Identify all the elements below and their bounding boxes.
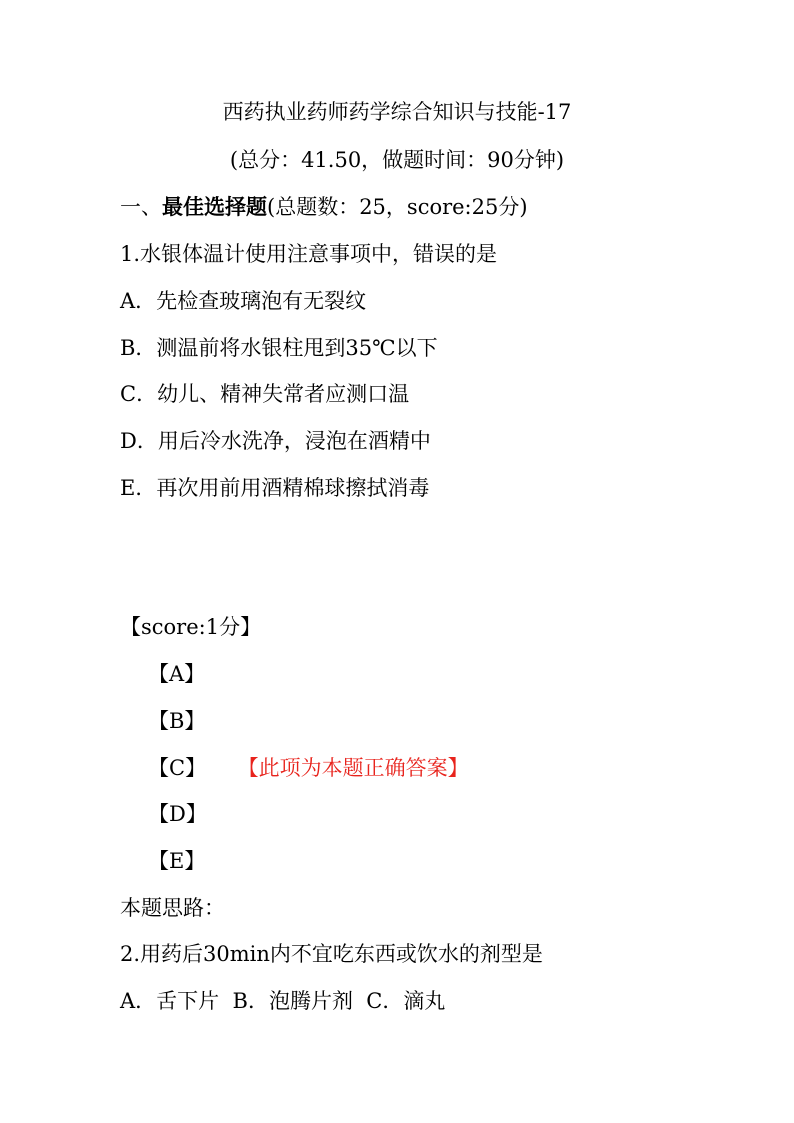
- answer-b: 【B】: [148, 709, 206, 733]
- question-1-option-c: C．幼儿、精神失常者应测口温: [120, 382, 410, 406]
- question-1-option-a: A．先检查玻璃泡有无裂纹: [120, 289, 367, 313]
- document-title: 西药执业药师药学综合知识与技能-17: [222, 100, 572, 124]
- section-name: 最佳选择题: [162, 194, 267, 219]
- document-subtitle: (总分：41.50，做题时间：90分钟): [229, 148, 565, 172]
- section-heading: [120, 193, 528, 221]
- question-1-score: 【score:1分】: [120, 615, 262, 639]
- answer-e: 【E】: [148, 849, 206, 873]
- question-2-options: A．舌下片 B．泡腾片剂 C．滴丸: [120, 989, 446, 1013]
- answer-d: 【D】: [148, 802, 207, 826]
- question-1-option-b: B．测温前将水银柱甩到35℃以下: [120, 336, 438, 360]
- section-prefix: 一、: [120, 195, 162, 219]
- section-meta: (总题数：25，score:25分): [267, 195, 528, 219]
- answer-c-row: [148, 754, 469, 782]
- correct-answer-note: 【此项为本题正确答案】: [248, 756, 469, 780]
- question-1-option-e: E．再次用前用酒精棉球擦拭消毒: [120, 476, 430, 500]
- question-1-stem: 1.水银体温计使用注意事项中，错误的是: [120, 242, 498, 266]
- question-2-stem: 2.用药后30min内不宜吃东西或饮水的剂型是: [120, 942, 543, 966]
- question-1-option-d: D．用后冷水洗净，浸泡在酒精中: [120, 429, 431, 453]
- answer-c: 【C】: [148, 756, 207, 780]
- answer-a: 【A】: [148, 662, 206, 686]
- analysis-label: 本题思路：: [120, 896, 225, 920]
